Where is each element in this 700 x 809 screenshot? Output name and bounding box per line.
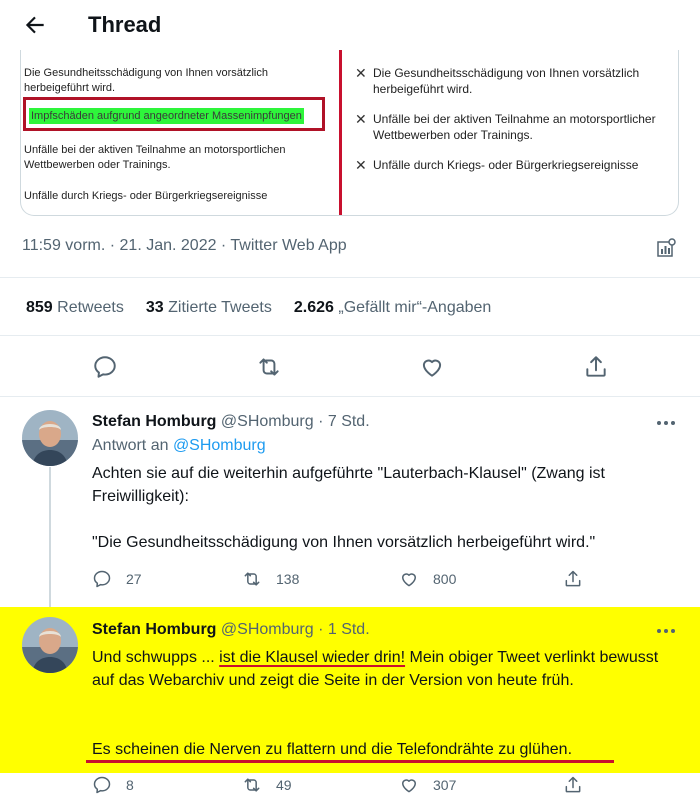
tweet-text: "Die Gesundheitsschädigung von Ihnen vorsätzlich herbeigeführt wird." [92, 534, 596, 551]
divider [0, 335, 700, 336]
tweet-stats [26, 299, 513, 317]
reply-handle-link[interactable]: @SHomburg [172, 437, 266, 454]
author-handle[interactable]: @SHomburg · 7 Std. [220, 413, 370, 430]
author-handle[interactable]: @SHomburg · 1 Std. [220, 621, 370, 638]
tweet-actions [92, 775, 682, 799]
tweet-author-line [92, 413, 370, 431]
share-icon [563, 775, 583, 795]
red-underlined-text: Es scheinen die Nerven zu flattern und die Telefondrähte zu glühen. [92, 741, 573, 758]
avatar-photo-icon [22, 617, 78, 673]
share-action[interactable] [563, 569, 597, 589]
like-heart-icon [399, 775, 419, 795]
avatar[interactable] [22, 410, 78, 466]
image-text-line: Wettbewerben oder Trainings. [24, 159, 171, 171]
likes-stat[interactable]: 2.626 „Gefällt mir“-Angaben [293, 299, 492, 316]
more-options-icon[interactable] [655, 419, 677, 427]
tweet-image[interactable] [20, 50, 679, 216]
avatar[interactable] [22, 617, 78, 673]
tweet-author-line [92, 621, 370, 639]
image-text-line: herbeigeführt wird. [24, 82, 116, 94]
retweet-icon[interactable] [256, 354, 282, 380]
share-action[interactable] [563, 775, 597, 795]
back-arrow-icon[interactable] [22, 12, 48, 38]
tweet-actions [92, 569, 682, 593]
image-list-item: ✕ Unfälle durch Kriegs- oder Bürgerkriegsereignisse [355, 157, 639, 173]
image-text-line: Unfälle durch Kriegs- oder Bürgerkriegsereignisse [24, 190, 268, 202]
author-name[interactable]: Stefan Homburg [92, 413, 217, 430]
main-tweet-actions [0, 354, 700, 382]
retweet-action[interactable]: 49 [242, 775, 292, 795]
reply-action[interactable]: 8 [92, 775, 134, 795]
x-mark-icon: ✕ [355, 65, 367, 81]
image-right-panel [351, 50, 679, 216]
image-list-item: ✕ Unfälle bei der aktiven Teilnahme an motorsportlicher Wettbewerben oder Trainings. [355, 111, 656, 142]
thread-connector-line [49, 467, 51, 610]
reply-icon [92, 569, 112, 589]
red-underlined-text: ist die Klausel wieder drin! [219, 649, 406, 666]
x-mark-icon: ✕ [355, 111, 367, 127]
red-annotation-box [23, 97, 325, 131]
like-heart-icon[interactable] [419, 354, 445, 380]
image-text-line: Die Gesundheitsschädigung von Ihnen vorsätzlich [24, 67, 268, 79]
image-list-item: ✕ Die Gesundheitsschädigung von Ihnen vorsätzlich herbeigeführt wird. [355, 65, 640, 96]
like-heart-icon [399, 569, 419, 589]
retweet-icon [242, 569, 262, 589]
reply-icon[interactable] [92, 354, 118, 380]
quotes-stat[interactable]: 33 Zitierte Tweets [145, 299, 272, 316]
top-bar [0, 0, 700, 50]
divider [0, 396, 700, 397]
like-action[interactable]: 307 [399, 775, 456, 795]
divider [0, 277, 700, 278]
retweet-action[interactable]: 138 [242, 569, 299, 589]
image-text-line: Unfälle bei der aktiven Teilnahme an motorsportlichen [24, 144, 286, 156]
page-title: Thread [88, 12, 162, 37]
tweet-text: Achten sie auf die weiterhin aufgeführte "Lauterbach-Klausel" (Zwang ist Freiwilligkeit): [92, 465, 605, 505]
reply-to-line: Antwort an @SHomburg [92, 437, 266, 454]
tweet-text [92, 738, 682, 761]
avatar-photo-icon [22, 410, 78, 466]
share-icon [563, 569, 583, 589]
image-divider [339, 50, 342, 216]
retweet-icon [242, 775, 262, 795]
more-options-icon[interactable] [655, 627, 677, 635]
image-left-panel [21, 50, 339, 216]
analytics-icon[interactable] [656, 238, 676, 258]
reply-action[interactable]: 27 [92, 569, 142, 589]
x-mark-icon: ✕ [355, 157, 367, 173]
highlighted-text: Impfschäden aufgrund angeordneter Massenimpfungen [31, 110, 302, 122]
retweets-stat[interactable]: 859 Retweets [26, 299, 124, 316]
author-name[interactable]: Stefan Homburg [92, 621, 217, 638]
like-action[interactable]: 800 [399, 569, 456, 589]
share-icon[interactable] [583, 354, 609, 380]
tweet-timestamp[interactable]: 11:59 vorm. · 21. Jan. 2022 · Twitter Web App [22, 237, 347, 254]
reply-icon [92, 775, 112, 795]
red-underline-annotation [86, 760, 614, 763]
tweet-text: Und schwupps ... ist die Klausel wieder drin! Mein obiger Tweet verlinkt bewusst auf das Webarchiv und zeigt die Seite in der Version von heute früh. [92, 649, 659, 689]
